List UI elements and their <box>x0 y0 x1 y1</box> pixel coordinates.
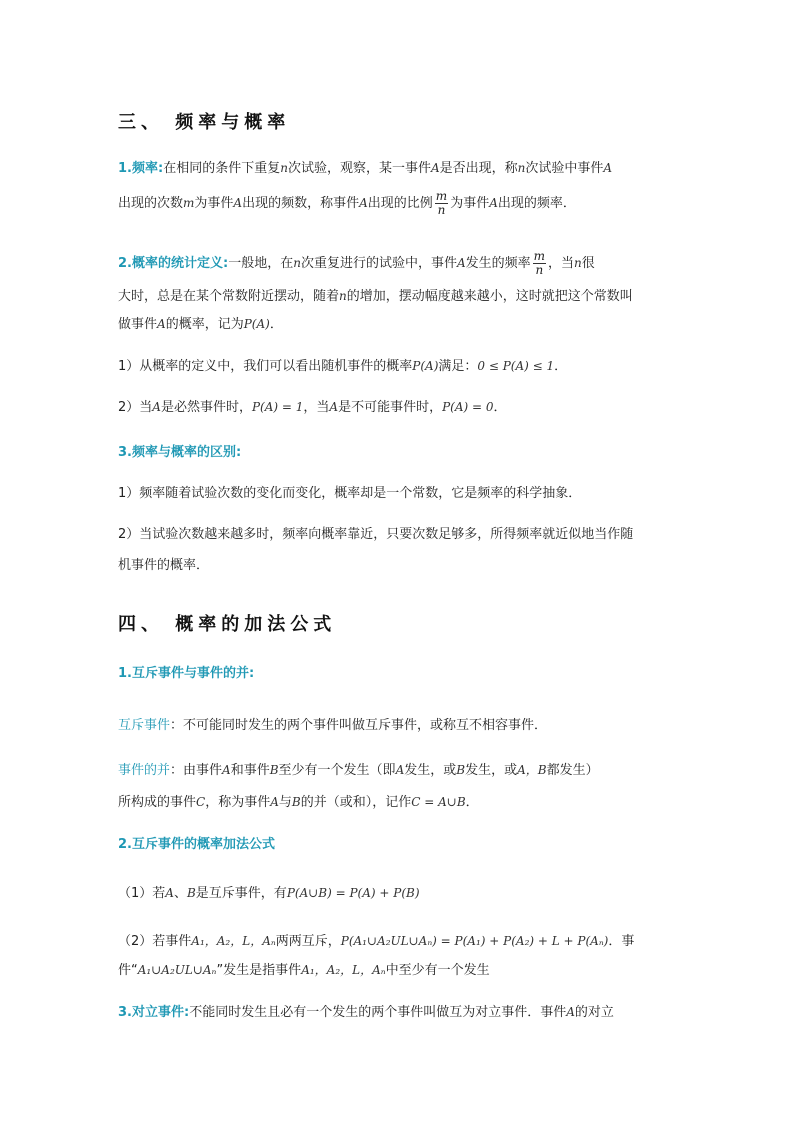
text: 是否出现，称 <box>439 161 518 176</box>
text: 不能同时发生且必有一个发生的两个事件叫做互为对立事件．事件 <box>189 1005 567 1020</box>
math-B: B <box>269 763 279 777</box>
paragraph-probability-definition-line3 <box>118 314 680 335</box>
text: 2）当试验次数越来越多时，频率向概率靠近，只要次数足够多，所得频率就近似地当作随 <box>118 527 634 542</box>
text: ”发生是指事件 <box>216 963 302 978</box>
text: ．事 <box>608 934 635 949</box>
math-P-equals-0: P(A) = 0 <box>442 400 494 414</box>
paragraph-frequency-line2 <box>118 190 680 217</box>
paragraph-complementary-events <box>118 1002 680 1023</box>
paragraph-probability-range <box>118 356 680 377</box>
math-A: A <box>233 196 243 210</box>
paragraph-union-line1 <box>118 760 680 781</box>
math-B: B <box>186 886 196 900</box>
text: 与 <box>278 795 292 810</box>
text: 的并（或和），记作 <box>300 795 412 810</box>
math-addition-formula: P(A∪B) = P(A) + P(B) <box>286 886 420 900</box>
text: 一般地，在 <box>228 256 294 271</box>
paragraph-difference-1 <box>118 484 680 504</box>
text: ． <box>554 359 568 374</box>
text: 做事件 <box>118 317 158 332</box>
math-union-formula: C = A∪B <box>411 795 466 809</box>
text: 发生，或 <box>465 763 518 778</box>
term-exclusive-events: 互斥事件 <box>118 718 171 733</box>
math-A-B: A，B <box>517 763 547 777</box>
math-m: m <box>183 196 195 210</box>
paragraph-formula-1 <box>118 883 680 904</box>
term-frequency: 1.频率: <box>118 161 164 176</box>
text: 所构成的事件 <box>118 795 197 810</box>
math-P-of-A: P(A) <box>243 317 270 331</box>
text: 出现的比例 <box>367 196 433 211</box>
text: 和事件 <box>230 763 270 778</box>
text: 出现的次数 <box>118 196 184 211</box>
paragraph-probability-definition-line1 <box>118 250 680 277</box>
text: 的增加，摆动幅度越来越小，这时就把这个常数叫 <box>346 289 633 304</box>
text: ． <box>269 317 283 332</box>
term-union: 事件的并 <box>118 763 171 778</box>
paragraph-union-line2 <box>118 792 680 813</box>
math-A: A <box>165 886 174 900</box>
math-n: n <box>339 289 347 303</box>
math-B: B <box>291 795 301 809</box>
paragraph-formula-2-line1 <box>118 931 680 952</box>
text: （2）若事件 <box>118 934 192 949</box>
math-A: A <box>489 196 498 210</box>
math-event-sequence: A₁，A₂，L，Aₙ <box>301 963 386 977</box>
math-A: A <box>456 256 466 270</box>
text: 次重复进行的试验中，事件 <box>300 256 457 271</box>
term-addition-formula: 2.互斥事件的概率加法公式 <box>118 837 275 852</box>
math-C: C <box>196 795 206 809</box>
fraction-m-over-n: $\frac{m}{n}$ <box>533 249 546 277</box>
text: 为事件 <box>194 196 234 211</box>
subheading-difference <box>118 443 680 463</box>
term-exclusive-union: 1.互斥事件与事件的并: <box>118 666 255 681</box>
section-heading-frequency-probability: 三、 频率与概率 <box>118 112 291 133</box>
math-A: A <box>157 317 166 331</box>
text: 都发生） <box>546 763 599 778</box>
text: ：不可能同时发生的两个事件叫做互斥事件，或称互不相容事件． <box>170 718 548 733</box>
subheading-exclusive-events <box>118 664 680 684</box>
text: 很 <box>581 256 595 271</box>
text: 是必然事件时， <box>160 400 252 415</box>
math-A: A <box>566 1005 575 1019</box>
paragraph-probability-definition-line2 <box>118 286 680 307</box>
text: 2）当 <box>118 400 153 415</box>
text: 1）从概率的定义中，我们可以看出随机事件的概率 <box>118 359 413 374</box>
math-A: A <box>270 795 279 809</box>
text: ，称为事件 <box>205 795 271 810</box>
math-event-sequence: A₁，A₂，L，Aₙ <box>191 934 276 948</box>
math-A: A <box>152 400 161 414</box>
math-A: A <box>430 161 440 175</box>
text: ，当 <box>303 400 330 415</box>
paragraph-difference-2-line1 <box>118 525 680 545</box>
text: ． <box>493 400 507 415</box>
math-A: A <box>603 161 613 175</box>
fraction-m-over-n: $\frac{m}{n}$ <box>435 189 448 217</box>
text: 机事件的概率． <box>118 558 210 573</box>
term-complementary-events: 3.对立事件: <box>118 1005 190 1020</box>
text: 发生的频率 <box>465 256 531 271</box>
text: 至少有一个发生（即 <box>278 763 396 778</box>
text: 次试验，观察，某一事件 <box>287 161 431 176</box>
paragraph-certain-impossible <box>118 397 680 418</box>
term-statistical-definition: 2.概率的统计定义: <box>118 256 229 271</box>
math-range-formula: 0 ≤ P(A) ≤ 1 <box>477 359 555 373</box>
paragraph-frequency-line1 <box>118 158 680 179</box>
math-n: n <box>280 161 288 175</box>
text: 次试验中事件 <box>525 161 604 176</box>
text: 中至少有一个发生 <box>385 963 490 978</box>
paragraph-exclusive-definition <box>118 716 680 736</box>
text: 出现的频数，称事件 <box>242 196 360 211</box>
math-A: A <box>359 196 368 210</box>
text: 两两互斥， <box>275 934 341 949</box>
text: 的概率，记为 <box>165 317 244 332</box>
text: 件“ <box>118 963 138 978</box>
text: 出现的频率． <box>497 196 576 211</box>
text: 1）频率随着试验次数的变化而变化，概率却是一个常数，它是频率的科学抽象． <box>118 486 582 501</box>
math-general-addition-formula: P(A₁∪A₂UL∪Aₙ) = P(A₁) + P(A₂) + L + P(Aₙ) <box>340 934 609 948</box>
math-A: A <box>395 763 405 777</box>
math-B: B <box>456 763 466 777</box>
section-heading-addition-formula: 四、 概率的加法公式 <box>118 614 337 635</box>
math-A: A <box>222 763 231 777</box>
text: 为事件 <box>450 196 490 211</box>
text: 发生，或 <box>404 763 457 778</box>
text: 是不可能事件时， <box>338 400 443 415</box>
subheading-addition-formula <box>118 835 680 855</box>
text: ：由事件 <box>170 763 223 778</box>
math-P-of-A: P(A) <box>412 359 439 373</box>
text: 的对立 <box>574 1005 614 1020</box>
text: ． <box>465 795 479 810</box>
math-union-sequence: A₁∪A₂UL∪Aₙ <box>137 963 217 977</box>
text: （1）若 <box>118 886 166 901</box>
term-difference: 3.频率与概率的区别: <box>118 445 242 460</box>
math-n: n <box>517 161 526 175</box>
text: 是互斥事件，有 <box>195 886 287 901</box>
math-P-equals-1: P(A) = 1 <box>251 400 304 414</box>
math-n: n <box>574 256 582 270</box>
math-n: n <box>293 256 301 270</box>
text: 大时，总是在某个常数附近摆动，随着 <box>118 289 340 304</box>
text: 、 <box>173 886 187 901</box>
paragraph-difference-2-line2 <box>118 556 680 576</box>
math-A: A <box>329 400 339 414</box>
text: 在相同的条件下重复 <box>163 161 281 176</box>
text: ，当 <box>548 256 575 271</box>
paragraph-formula-2-line2 <box>118 960 680 981</box>
text: 满足： <box>438 359 478 374</box>
